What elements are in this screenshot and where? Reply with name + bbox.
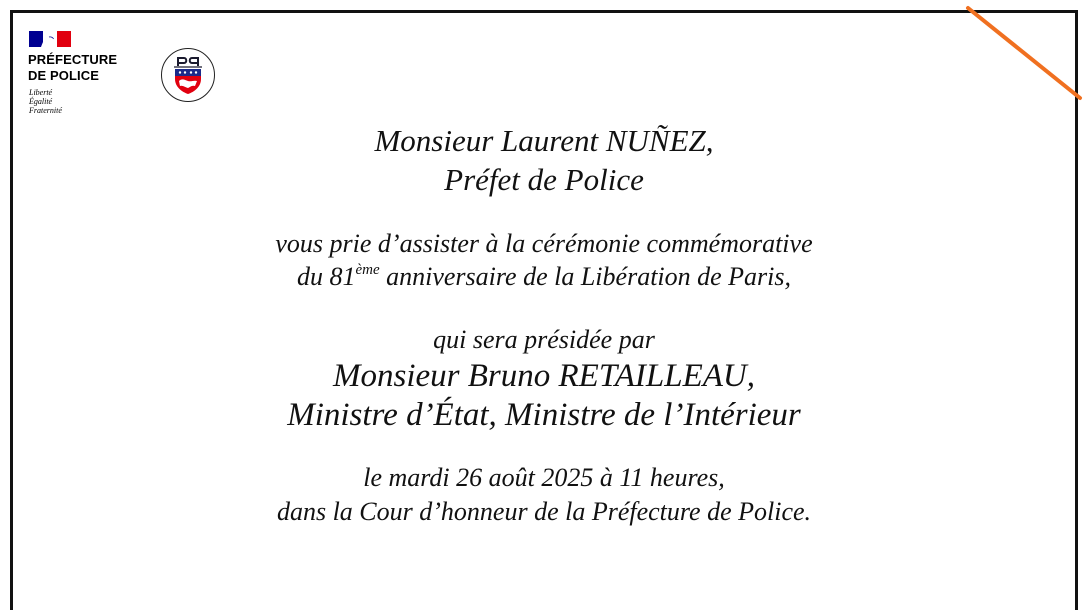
orange-corner-stroke <box>960 0 1088 110</box>
logo-title-line2: DE POLICE <box>28 68 99 83</box>
republic-motto <box>29 88 62 115</box>
presided-by-text: qui sera présidée par <box>433 325 655 354</box>
motto-egalite: Égalité <box>29 97 53 106</box>
host-name: Monsieur Laurent NUÑEZ, <box>374 123 714 158</box>
host-title: Préfet de Police <box>444 162 644 197</box>
logo-title <box>28 52 117 84</box>
anniversary-number: du 81 <box>296 262 356 291</box>
motto-fraternite: Fraternité <box>29 106 62 115</box>
guest-name: Monsieur Bruno RETAILLEAU, <box>333 358 755 394</box>
anniversary-text: anniversaire de la Libération de Paris, <box>379 262 792 291</box>
motto-liberte: Liberté <box>29 88 53 97</box>
invitation-line-2 <box>0 262 1088 292</box>
event-date: le mardi 26 août 2025 à 11 heures, <box>363 463 725 492</box>
invitation-line-1: vous prie d’assister à la cérémonie commémorative <box>275 229 813 258</box>
prefecture-de-police-emblem-icon <box>160 47 216 103</box>
logo-title-line1: PRÉFECTURE <box>28 52 118 67</box>
event-place: dans la Cour d’honneur de la Préfecture de Police. <box>276 497 812 526</box>
guest-title: Ministre d’État, Ministre de l’Intérieur <box>287 397 801 433</box>
marianne-flag-icon <box>29 31 71 47</box>
ordinal-superscript: ème <box>355 262 380 278</box>
